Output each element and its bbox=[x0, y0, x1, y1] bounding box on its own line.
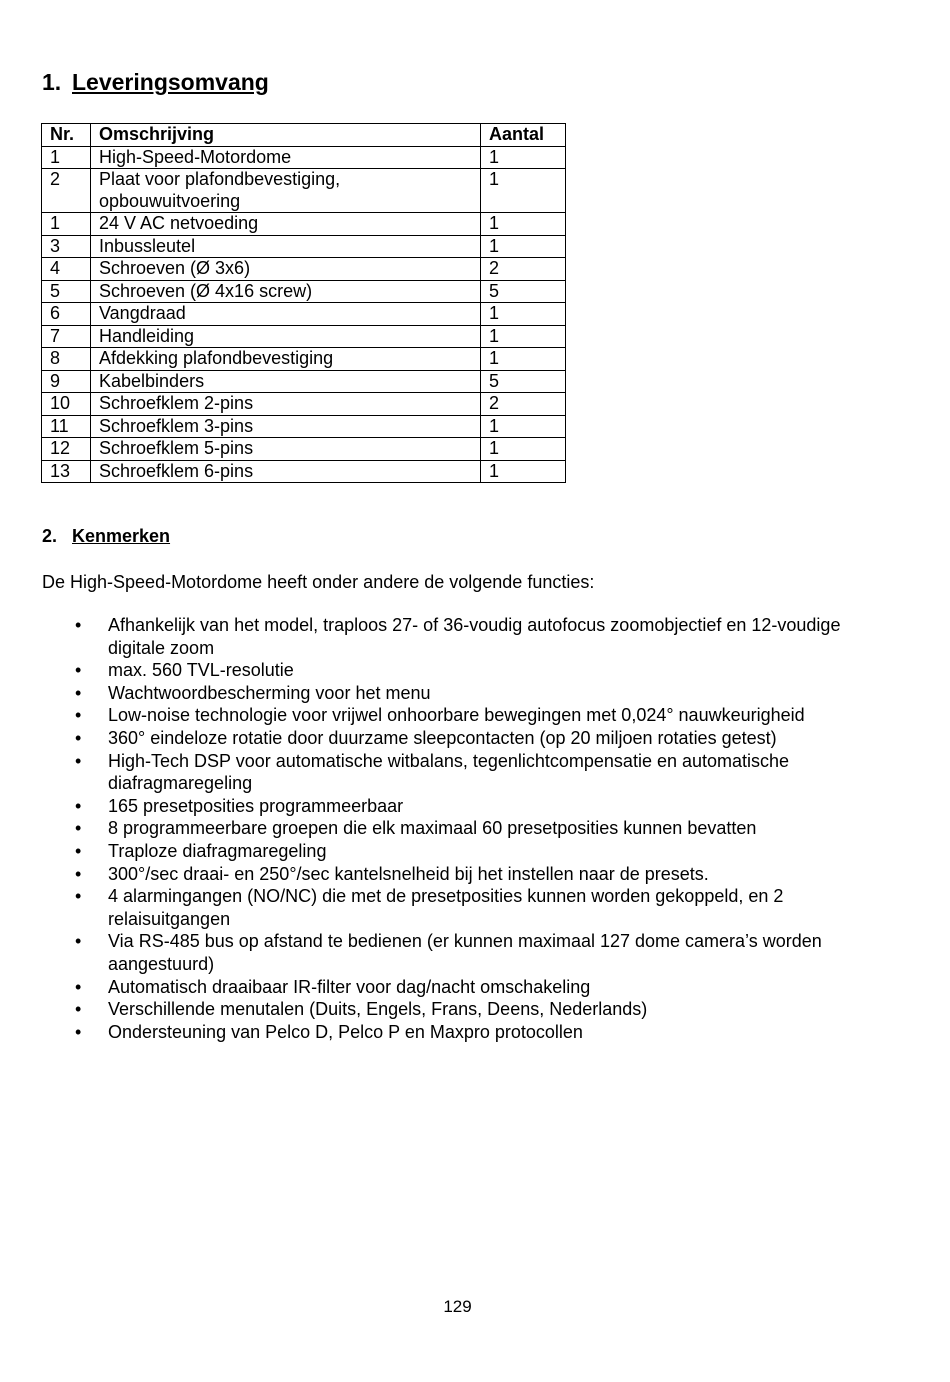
bullet-icon: • bbox=[75, 818, 82, 839]
cell-nr: 8 bbox=[42, 348, 91, 371]
cell-omschrijving: Plaat voor plafondbevestiging, opbouwuitvoering bbox=[91, 169, 481, 213]
cell-aantal: 5 bbox=[481, 280, 566, 303]
table-body bbox=[42, 146, 566, 483]
cell-omschrijving: Kabelbinders bbox=[91, 370, 481, 393]
cell-aantal: 2 bbox=[481, 393, 566, 416]
table-row bbox=[42, 415, 566, 438]
cell-nr: 11 bbox=[42, 415, 91, 438]
table-row bbox=[42, 235, 566, 258]
cell-nr: 6 bbox=[42, 303, 91, 326]
list-item bbox=[42, 1021, 872, 1044]
feature-text: Wachtwoordbescherming voor het menu bbox=[108, 682, 431, 703]
list-item bbox=[42, 614, 872, 659]
bullet-icon: • bbox=[75, 999, 82, 1020]
table-header-row bbox=[42, 124, 566, 147]
cell-nr: 7 bbox=[42, 325, 91, 348]
feature-text: 8 programmeerbare groepen die elk maximaal 60 presetposities kunnen bevatten bbox=[108, 818, 757, 839]
column-header-nr: Nr. bbox=[42, 124, 91, 147]
bullet-icon: • bbox=[75, 795, 82, 816]
list-item bbox=[42, 840, 872, 863]
table-row bbox=[42, 146, 566, 169]
cell-aantal: 1 bbox=[481, 325, 566, 348]
cell-omschrijving: Afdekking plafondbevestiging bbox=[91, 348, 481, 371]
bullet-icon: • bbox=[75, 863, 82, 884]
bullet-icon: • bbox=[75, 886, 82, 907]
bullet-icon: • bbox=[75, 727, 82, 748]
bullet-icon: • bbox=[75, 682, 82, 703]
bullet-icon: • bbox=[75, 750, 82, 771]
bullet-icon: • bbox=[75, 660, 82, 681]
bullet-icon: • bbox=[75, 1021, 82, 1042]
cell-omschrijving: Schroeven (Ø 3x6) bbox=[91, 258, 481, 281]
section-heading-kenmerken bbox=[42, 524, 170, 548]
cell-nr: 12 bbox=[42, 438, 91, 461]
table-row bbox=[42, 370, 566, 393]
cell-nr: 3 bbox=[42, 235, 91, 258]
list-item bbox=[42, 930, 872, 975]
list-item bbox=[42, 727, 872, 750]
table-row bbox=[42, 258, 566, 281]
section-number: 1. bbox=[42, 69, 62, 95]
cell-nr: 1 bbox=[42, 146, 91, 169]
column-header-aantal: Aantal bbox=[481, 124, 566, 147]
table-row bbox=[42, 280, 566, 303]
feature-text: Via RS-485 bus op afstand te bedienen (er kunnen maximaal 127 dome camera’s worden aangestuurd) bbox=[108, 931, 822, 974]
cell-aantal: 1 bbox=[481, 169, 566, 213]
list-item bbox=[42, 863, 872, 886]
feature-text: 300°/sec draai- en 250°/sec kantelsnelheid bij het instellen naar de presets. bbox=[108, 863, 709, 884]
cell-aantal: 5 bbox=[481, 370, 566, 393]
cell-aantal: 1 bbox=[481, 415, 566, 438]
cell-omschrijving: 24 V AC netvoeding bbox=[91, 213, 481, 236]
cell-nr: 4 bbox=[42, 258, 91, 281]
cell-omschrijving: Vangdraad bbox=[91, 303, 481, 326]
cell-omschrijving: Inbussleutel bbox=[91, 235, 481, 258]
cell-nr: 13 bbox=[42, 460, 91, 483]
feature-text: Ondersteuning van Pelco D, Pelco P en Maxpro protocollen bbox=[108, 1021, 583, 1042]
feature-text: Verschillende menutalen (Duits, Engels, Frans, Deens, Nederlands) bbox=[108, 999, 648, 1020]
feature-text: max. 560 TVL-resolutie bbox=[108, 660, 294, 681]
cell-aantal: 1 bbox=[481, 235, 566, 258]
table-row bbox=[42, 460, 566, 483]
feature-text: Afhankelijk van het model, traploos 27- of 36-voudig autofocus zoomobjectief en 12-voudige digitale zoom bbox=[108, 615, 841, 658]
bullet-icon: • bbox=[75, 840, 82, 861]
table-row bbox=[42, 213, 566, 236]
list-item bbox=[42, 976, 872, 999]
page-number: 129 bbox=[443, 1297, 472, 1316]
cell-aantal: 1 bbox=[481, 438, 566, 461]
list-item bbox=[42, 885, 872, 930]
section-title: Kenmerken bbox=[72, 526, 171, 546]
bullet-icon: • bbox=[75, 976, 82, 997]
cell-nr: 10 bbox=[42, 393, 91, 416]
cell-aantal: 1 bbox=[481, 460, 566, 483]
feature-text: 165 presetposities programmeerbaar bbox=[108, 795, 404, 816]
cell-omschrijving: Schroefklem 5-pins bbox=[91, 438, 481, 461]
cell-aantal: 1 bbox=[481, 213, 566, 236]
cell-omschrijving: Schroeven (Ø 4x16 screw) bbox=[91, 280, 481, 303]
features-intro: De High-Speed-Motordome heeft onder andere de volgende functies: bbox=[42, 572, 595, 592]
list-item bbox=[42, 750, 872, 795]
cell-omschrijving: Schroefklem 2-pins bbox=[91, 393, 481, 416]
list-item bbox=[42, 704, 872, 727]
section-number: 2. bbox=[42, 526, 58, 546]
column-header-omschrijving: Omschrijving bbox=[91, 124, 481, 147]
bullet-icon: • bbox=[75, 931, 82, 952]
cell-aantal: 1 bbox=[481, 303, 566, 326]
feature-text: Traploze diafragmaregeling bbox=[108, 840, 327, 861]
delivery-scope-table bbox=[41, 123, 566, 483]
table-row bbox=[42, 438, 566, 461]
cell-nr: 1 bbox=[42, 213, 91, 236]
cell-nr: 2 bbox=[42, 169, 91, 213]
cell-omschrijving: Schroefklem 6-pins bbox=[91, 460, 481, 483]
cell-aantal: 1 bbox=[481, 348, 566, 371]
cell-aantal: 1 bbox=[481, 146, 566, 169]
cell-omschrijving: High-Speed-Motordome bbox=[91, 146, 481, 169]
table-row bbox=[42, 169, 566, 213]
list-item bbox=[42, 659, 872, 682]
section-title: Leveringsomvang bbox=[72, 69, 269, 95]
feature-text: 360° eindeloze rotatie door duurzame sleepcontacten (op 20 miljoen rotaties getest) bbox=[108, 727, 777, 748]
feature-text: Low-noise technologie voor vrijwel onhoorbare bewegingen met 0,024° nauwkeurigheid bbox=[108, 705, 805, 726]
table-row bbox=[42, 303, 566, 326]
bullet-icon: • bbox=[75, 705, 82, 726]
bullet-icon: • bbox=[75, 615, 82, 635]
feature-text: 4 alarmingangen (NO/NC) die met de presetposities kunnen worden gekoppeld, en 2 relaisuitgangen bbox=[108, 886, 784, 929]
feature-text: Automatisch draaibaar IR-filter voor dag/nacht omschakeling bbox=[108, 976, 591, 997]
cell-aantal: 2 bbox=[481, 258, 566, 281]
list-item bbox=[42, 998, 872, 1021]
list-item bbox=[42, 795, 872, 818]
cell-nr: 9 bbox=[42, 370, 91, 393]
section-heading-leveringsomvang bbox=[42, 66, 269, 98]
table-row bbox=[42, 325, 566, 348]
table-row bbox=[42, 348, 566, 371]
cell-nr: 5 bbox=[42, 280, 91, 303]
list-item bbox=[42, 817, 872, 840]
cell-omschrijving: Handleiding bbox=[91, 325, 481, 348]
feature-text: High-Tech DSP voor automatische witbalans, tegenlichtcompensatie en automatische diafragmaregeling bbox=[108, 750, 790, 794]
cell-omschrijving: Schroefklem 3-pins bbox=[91, 415, 481, 438]
table-row bbox=[42, 393, 566, 416]
list-item bbox=[42, 682, 872, 705]
features-list bbox=[42, 614, 872, 1043]
